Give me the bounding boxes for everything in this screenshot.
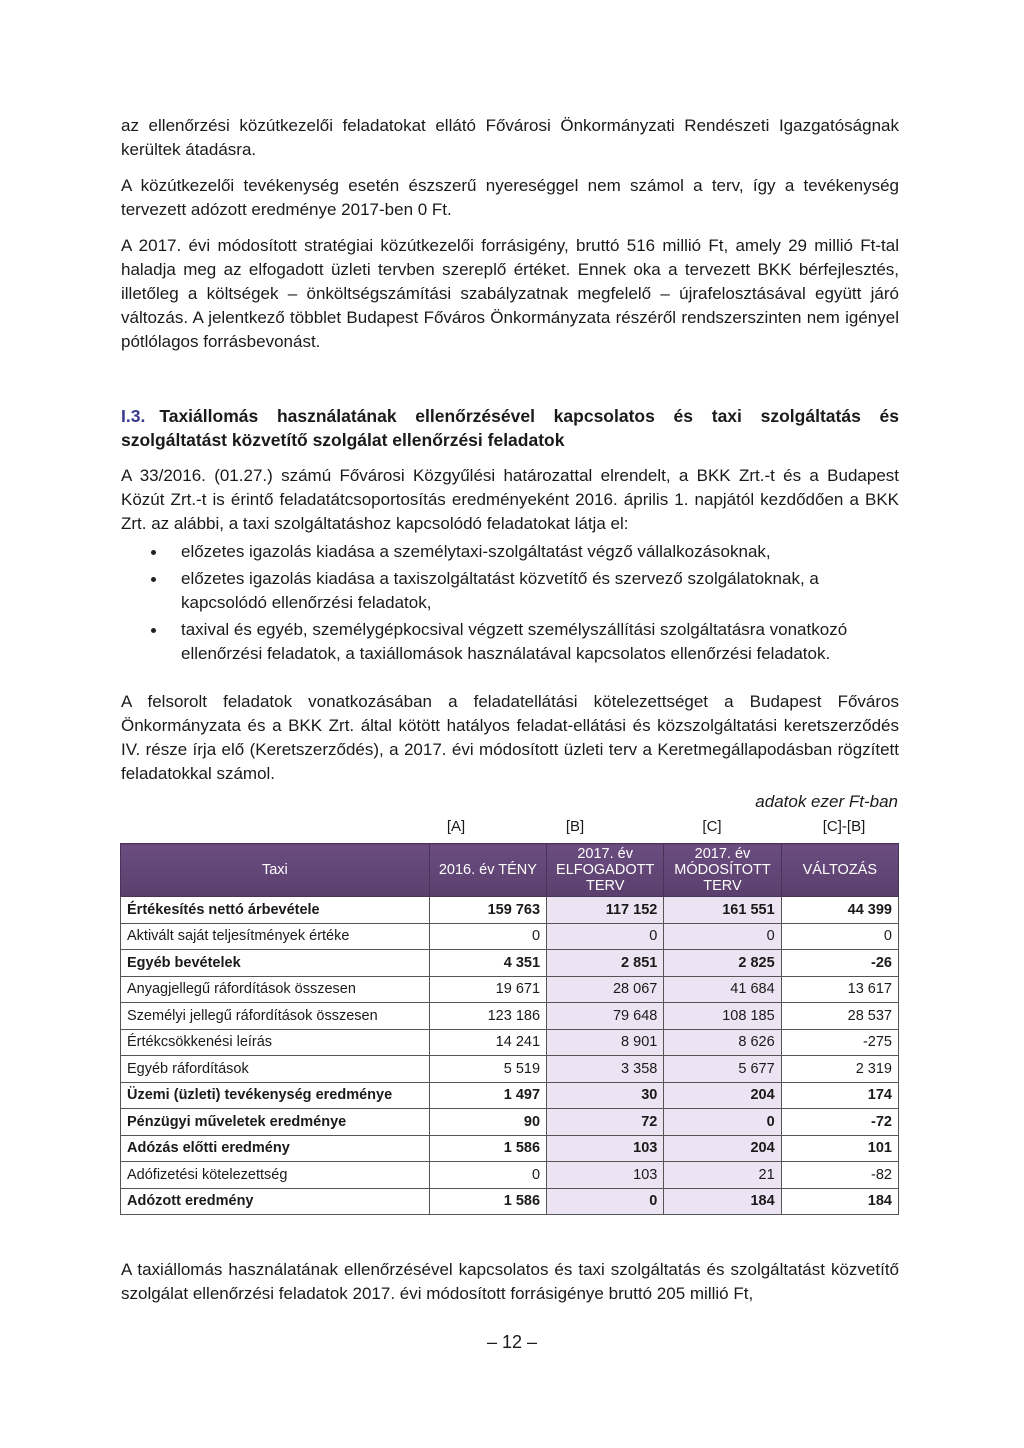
table-row [121,1003,899,1030]
table-row [121,1162,899,1189]
header-col-c: 2017. év MÓDOSÍTOTT TERV [664,844,781,897]
list-item-text: előzetes igazolás kiadása a személytaxi-szolgáltatást végző vállalkozásoknak, [181,542,771,561]
cell-2017-modified-plan: 2 825 [664,950,781,977]
section-heading [121,404,899,452]
cell-2016-actual: 1 586 [429,1135,546,1162]
list-item [121,540,899,564]
cell-change: 2 319 [781,1056,898,1083]
cell-change: -72 [781,1109,898,1136]
table-body [121,897,899,1215]
column-code-b: [B] [565,818,585,835]
row-label: Személyi jellegű ráfordítások összesen [121,1003,430,1030]
table-row [121,1109,899,1136]
cell-2016-actual: 0 [429,923,546,950]
cell-2016-actual: 4 351 [429,950,546,977]
cell-2017-adopted-plan: 0 [547,923,664,950]
cell-2016-actual: 0 [429,1162,546,1189]
cell-2017-adopted-plan: 0 [547,1188,664,1215]
cell-2017-adopted-plan: 30 [547,1082,664,1109]
table-row [121,1082,899,1109]
cell-change: 44 399 [781,897,898,924]
table-row [121,897,899,924]
section-title-text: Taxiállomás használatának ellenőrzésével kapcsolatos és taxi szolgáltatás és szolgáltatást közvetítő szolgálat ellenőrzési feladatok [121,406,899,450]
cell-2017-modified-plan: 21 [664,1162,781,1189]
bullet-icon [151,550,156,555]
cell-2016-actual: 123 186 [429,1003,546,1030]
list-item-text: taxival és egyéb, személygépkocsival végzett személyszállítási szolgáltatásra vonatkozó ellenőrzési feladatok, a taxiállomások használatával kapcsolatos ellenőrzési feladatok. [181,620,848,663]
cell-2017-modified-plan: 0 [664,923,781,950]
table-header-row [121,844,899,897]
cell-change: -26 [781,950,898,977]
section-number: I.3. [121,406,146,426]
cell-2017-modified-plan: 0 [664,1109,781,1136]
cell-2017-modified-plan: 204 [664,1082,781,1109]
cell-2016-actual: 19 671 [429,976,546,1003]
table-row [121,1188,899,1215]
paragraph-6: A taxiállomás használatának ellenőrzésével kapcsolatos és taxi szolgáltatás és szolgáltatást közvetítő szolgálat ellenőrzési feladatok 2017. évi módosított forrásigénye bruttó 205 millió Ft, [121,1260,899,1303]
cell-change: 184 [781,1188,898,1215]
cell-2017-adopted-plan: 117 152 [547,897,664,924]
cell-2017-adopted-plan: 79 648 [547,1003,664,1030]
row-label: Üzemi (üzleti) tevékenység eredménye [121,1082,430,1109]
cell-change: 101 [781,1135,898,1162]
task-list [121,540,899,669]
cell-change: 174 [781,1082,898,1109]
cell-change: 0 [781,923,898,950]
header-col-d: VÁLTOZÁS [781,844,898,897]
cell-2016-actual: 159 763 [429,897,546,924]
table-row [121,1135,899,1162]
row-label: Értékcsökkenési leírás [121,1029,430,1056]
financial-table [120,843,899,1215]
paragraph-3: A 2017. évi módosított stratégiai közútkezelői forrásigény, bruttó 516 millió Ft, amely 29 millió Ft-tal haladja meg az elfogadott üzleti tervben szereplő értéket. Ennek oka a tervezett BKK bérfejlesztés, illetőleg a költségek – önköltségszámítási szabályzatnak megfelelő – újrafelosztásával együtt járó változás. A jelentkező többlet Budapest Főváros Önkormányzata részéről rendszerszinten nem igényel pótlólagos forrásbevonást. [121,236,899,351]
header-col-a: 2016. év TÉNY [429,844,546,897]
table-row [121,1029,899,1056]
cell-change: 13 617 [781,976,898,1003]
list-item [121,567,899,615]
cell-change: -82 [781,1162,898,1189]
list-item [121,618,899,666]
row-label: Pénzügyi műveletek eredménye [121,1109,430,1136]
cell-2017-adopted-plan: 3 358 [547,1056,664,1083]
table-row [121,950,899,977]
cell-2017-adopted-plan: 103 [547,1135,664,1162]
cell-2017-adopted-plan: 2 851 [547,950,664,977]
cell-2017-adopted-plan: 8 901 [547,1029,664,1056]
row-label: Adózott eredmény [121,1188,430,1215]
cell-2016-actual: 90 [429,1109,546,1136]
header-label: Taxi [121,844,430,897]
cell-2017-modified-plan: 108 185 [664,1003,781,1030]
bullet-icon [151,577,156,582]
cell-2017-modified-plan: 41 684 [664,976,781,1003]
list-item-text: előzetes igazolás kiadása a taxiszolgáltatást közvetítő és szervező szolgálatoknak, a kapcsolódó ellenőrzési feladatok, [181,569,819,612]
cell-2016-actual: 5 519 [429,1056,546,1083]
column-code-d: [C]-[B] [822,818,866,835]
cell-2017-adopted-plan: 72 [547,1109,664,1136]
column-code-a: [A] [446,818,466,835]
table-row [121,1056,899,1083]
row-label: Aktivált saját teljesítmények értéke [121,923,430,950]
paragraph-1: az ellenőrzési közútkezelői feladatokat ellátó Fővárosi Önkormányzati Rendészeti Igazgatóságnak kerültek átadásra. [121,116,899,159]
row-label: Anyagjellegű ráfordítások összesen [121,976,430,1003]
paragraph-5: A felsorolt feladatok vonatkozásában a feladatellátási kötelezettséget a Budapest Főváros Önkormányzata és a BKK Zrt. által kötött hatályos feladat-ellátási és közszolgáltatási keretszerződés IV. része írja elő (Keretszerződés), a 2017. évi módosított üzleti terv a Keretmegállapodásban rögzített feladatokkal számol. [121,692,899,783]
paragraph-4: A 33/2016. (01.27.) számú Fővárosi Közgyűlési határozattal elrendelt, a BKK Zrt.-t és a Budapest Közút Zrt.-t is érintő feladatátcsoportosítás eredményeként 2016. április 1. napjától kezdődően a BKK Zrt. az alábbi, a taxi szolgáltatáshoz kapcsolódó feladatokat látja el: [121,466,899,533]
column-codes [120,818,898,840]
row-label: Adózás előtti eredmény [121,1135,430,1162]
cell-2017-adopted-plan: 28 067 [547,976,664,1003]
paragraph-2: A közútkezelői tevékenység esetén észszerű nyereséggel nem számol a terv, így a tevékenység tervezett adózott eredménye 2017-ben 0 Ft. [121,176,899,219]
row-label: Egyéb ráfordítások [121,1056,430,1083]
bullet-icon [151,628,156,633]
cell-2017-modified-plan: 8 626 [664,1029,781,1056]
unit-note: adatok ezer Ft-ban [755,792,898,811]
header-col-b: 2017. év ELFOGADOTT TERV [547,844,664,897]
row-label: Adófizetési kötelezettség [121,1162,430,1189]
page-number: – 12 – [486,1332,538,1352]
row-label: Értékesítés nettó árbevétele [121,897,430,924]
column-code-c: [C] [702,818,722,835]
cell-2017-modified-plan: 161 551 [664,897,781,924]
cell-2017-modified-plan: 5 677 [664,1056,781,1083]
table-row [121,923,899,950]
cell-2016-actual: 1 497 [429,1082,546,1109]
cell-2017-adopted-plan: 103 [547,1162,664,1189]
table-row [121,976,899,1003]
cell-2017-modified-plan: 204 [664,1135,781,1162]
row-label: Egyéb bevételek [121,950,430,977]
cell-2017-modified-plan: 184 [664,1188,781,1215]
cell-change: 28 537 [781,1003,898,1030]
cell-change: -275 [781,1029,898,1056]
cell-2016-actual: 14 241 [429,1029,546,1056]
cell-2016-actual: 1 586 [429,1188,546,1215]
